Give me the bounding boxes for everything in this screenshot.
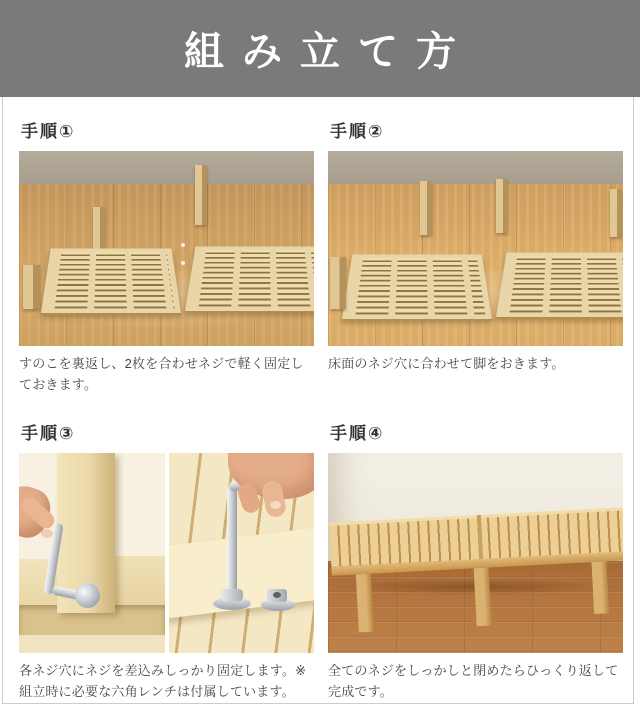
page-title: 組み立て方	[184, 30, 474, 74]
leg-block	[93, 207, 105, 253]
step-3-photo-right	[169, 453, 315, 653]
fingertip	[41, 529, 53, 538]
nut-hole	[273, 592, 281, 598]
content-area	[2, 97, 634, 704]
standing-leg	[330, 257, 346, 309]
step-3-label: 手順③	[21, 424, 76, 443]
bed-leg	[474, 568, 492, 627]
step-2-caption: 床面のネジ穴に合わせて脚をおきます。	[328, 356, 565, 371]
step-3-photo-left	[19, 453, 165, 653]
bolt-collar	[221, 589, 243, 601]
screw-dot	[181, 261, 185, 265]
floor-strip	[19, 635, 165, 653]
slatted-frame-left	[342, 254, 492, 319]
standing-leg	[496, 179, 508, 233]
step-4-photo	[328, 453, 623, 653]
step-3-caption: 各ネジ穴にネジを差込みしっかり固定します。※組立時に必要な六角レンチは付属しています。	[19, 663, 307, 699]
step-3-photo	[19, 453, 314, 653]
step-2	[328, 117, 623, 395]
step-2-photo	[328, 151, 623, 346]
wall	[19, 151, 314, 184]
slatted-frame-left	[41, 248, 181, 313]
step-3	[19, 419, 314, 702]
step-4	[328, 419, 623, 702]
leg-block	[23, 265, 40, 309]
bed-leg	[356, 574, 374, 633]
slatted-frame-right	[496, 252, 623, 317]
step-1-caption: すのこを裏返し、2枚を合わせネジで軽く固定しておきます。	[19, 356, 304, 392]
bed-frame	[329, 507, 623, 642]
metal-fitting	[75, 583, 100, 608]
rail-block	[113, 556, 165, 605]
step-1-label: 手順①	[21, 122, 76, 141]
bed-leg	[591, 561, 609, 614]
standing-leg	[610, 189, 622, 237]
step-2-label: 手順②	[330, 122, 385, 141]
slatted-frame-right	[185, 246, 314, 311]
fingernail	[270, 501, 281, 509]
wall	[328, 151, 623, 184]
standing-leg	[420, 181, 432, 235]
screw-dot	[181, 243, 185, 247]
step-1-photo	[19, 151, 314, 346]
step-1	[19, 117, 314, 395]
page-header	[0, 0, 640, 97]
step-4-label: 手順④	[330, 424, 385, 443]
step-4-caption: 全てのネジをしっかしと閉めたらひっくり返して完成です。	[328, 663, 619, 699]
hex-wrench-shaft	[227, 485, 237, 605]
leg-block	[195, 165, 207, 225]
